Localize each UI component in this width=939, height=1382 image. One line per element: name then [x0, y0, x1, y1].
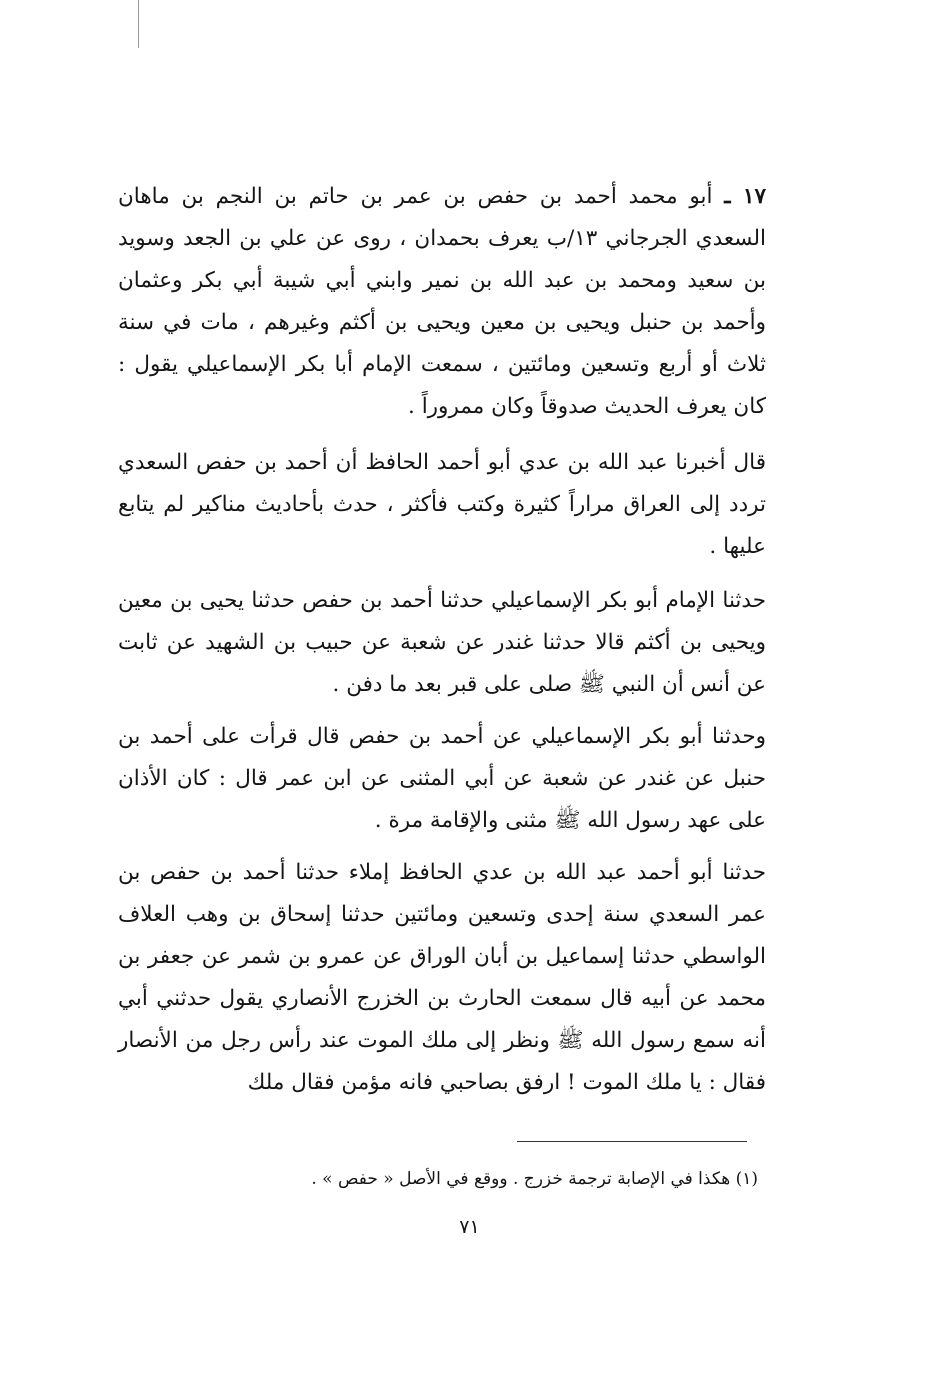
paragraph-text: قال أخبرنا عبد الله بن عدي أبو أحمد الحافظ أن أحمد بن حفص السعدي تردد إلى العراق مراراً كثيرة وكتب فأكثر ، حدث بأحاديث مناكير لم يتابع عليها . — [118, 450, 766, 559]
paragraph-1 — [118, 442, 766, 568]
biography-entry — [118, 176, 766, 428]
entry-number: ١٧ ـ — [724, 184, 766, 209]
footnote-separator — [517, 1141, 747, 1142]
scan-artifact-line — [138, 0, 139, 48]
footnote: (١) هكذا في الإصابة ترجمة خزرج . ووقع في الأصل « حفص » . — [311, 1169, 758, 1189]
paragraph-2 — [118, 580, 766, 706]
paragraph-text: حدثنا الإمام أبو بكر الإسماعيلي حدثنا أحمد بن حفص حدثنا يحيى بن معين ويحيى بن أكثم قالا حدثنا غندر عن شعبة عن حبيب بن الشهيد عن ثابت عن أنس أن النبي ﷺ صلى على قبر بعد ما دفن . — [118, 588, 766, 697]
paragraph-text: وحدثنا أبو بكر الإسماعيلي عن أحمد بن حفص قال قرأت على أحمد بن حنبل عن غندر عن شعبة عن أبي المثنى عن ابن عمر قال : كان الأذان على عهد رسول الله ﷺ مثنى والإقامة مرة . — [118, 724, 766, 833]
paragraph-4 — [118, 852, 766, 1104]
paragraph-text: حدثنا أبو أحمد عبد الله بن عدي الحافظ إملاء حدثنا أحمد بن حفص بن عمر السعدي سنة إحدى وتسعين ومائتين حدثنا إسحاق بن وهب العلاف الواسطي حدثنا إسماعيل بن أبان الوراق عن عمرو بن شمر عن جعفر بن محمد عن أبيه قال سمعت الحارث بن الخزرج الأنصاري يقول حدثني أبي أنه سمع رسول الله ﷺ ونظر إلى ملك الموت عند رأس رجل من الأنصار فقال : يا ملك الموت ! ارفق بصاحبي فانه مؤمن فقال ملك — [118, 860, 766, 1095]
paragraph-3 — [118, 716, 766, 842]
entry-text: أبو محمد أحمد بن حفص بن عمر بن حاتم بن النجم بن ماهان السعدي الجرجاني ١٣/ب يعرف بحمدان ، روى عن علي بن الجعد وسويد بن سعيد ومحمد بن عبد الله بن نمير وابني أبي شيبة أبي بكر وعثمان وأحمد بن حنبل ويحيى بن معين ويحيى بن أكثم وغيرهم ، مات في سنة ثلاث أو أربع وتسعين ومائتين ، سمعت الإمام أبا بكر الإسماعيلي يقول : كان يعرف الحديث صدوقاً وكان ممروراً . — [118, 184, 766, 419]
entry-paragraph — [118, 176, 766, 428]
page-number: ٧١ — [459, 1216, 480, 1238]
